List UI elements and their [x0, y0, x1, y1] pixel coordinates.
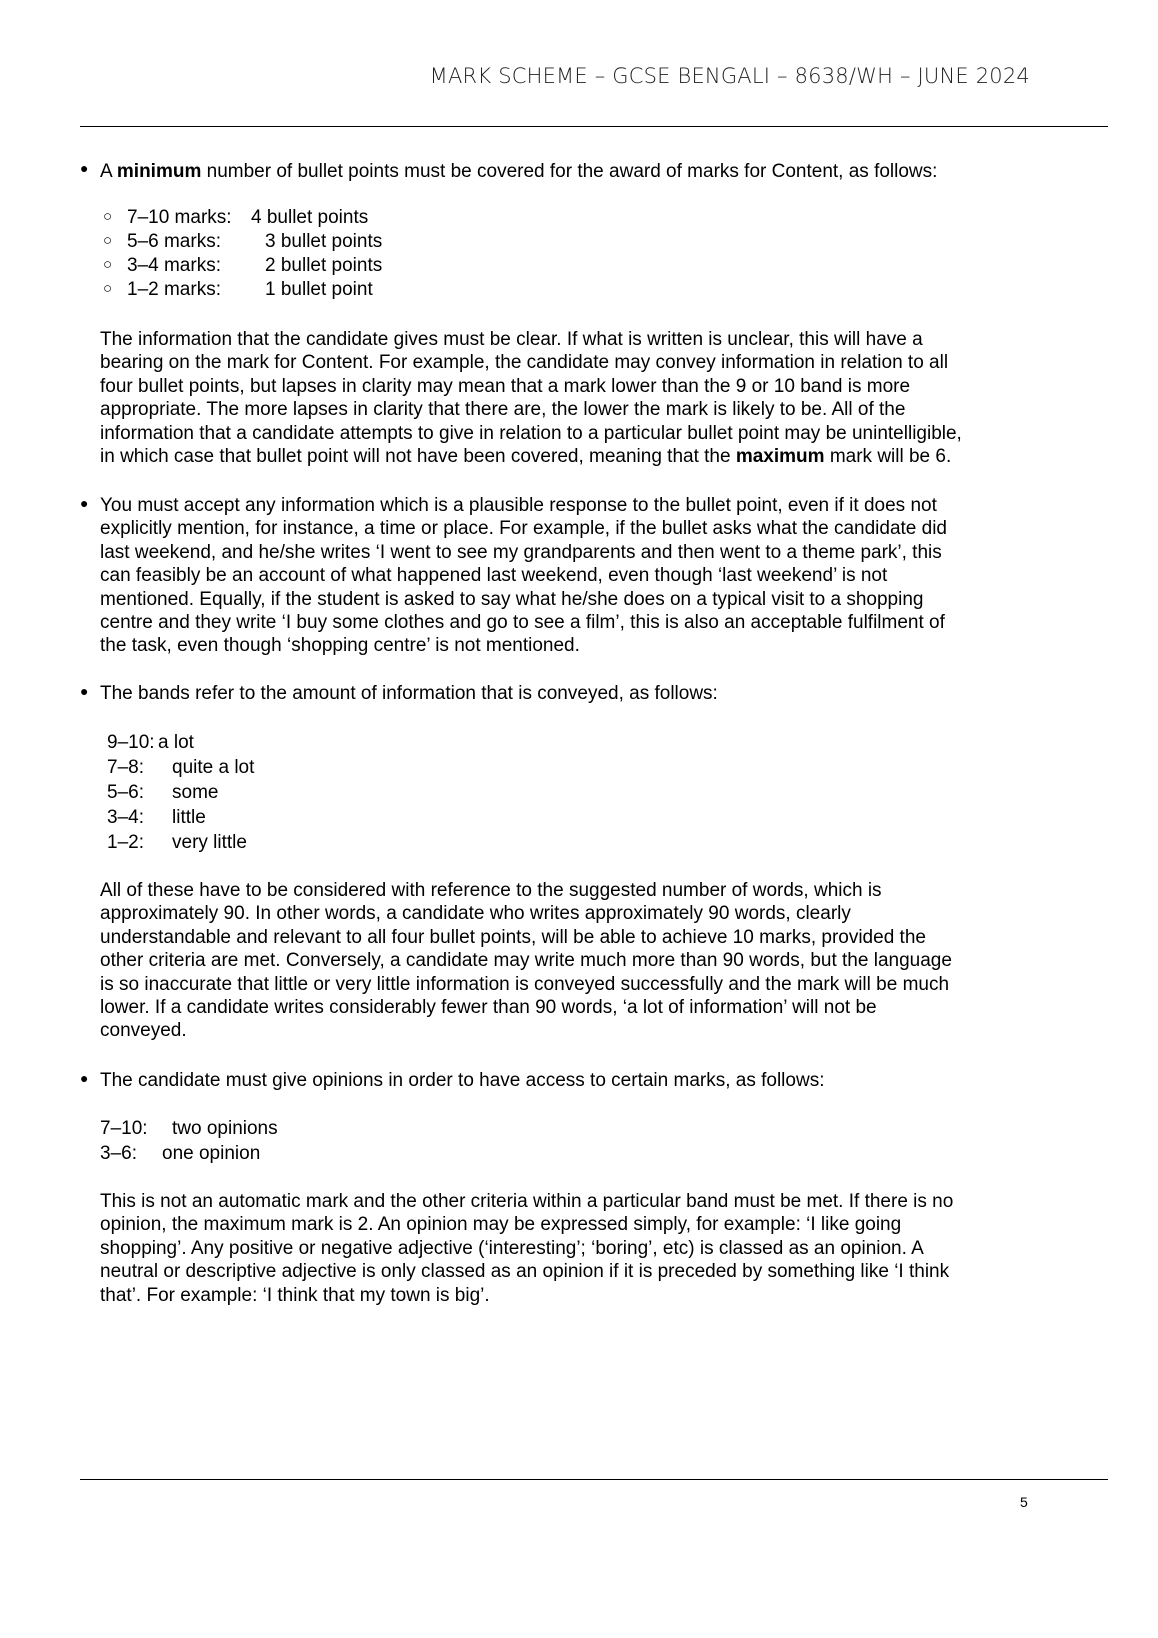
marks-range: 5–6 marks: — [127, 231, 221, 252]
text-line: is so inaccurate that little or very little information is conveyed successfully and the mark will be much — [100, 973, 950, 995]
text-line: bearing on the mark for Content. For example, the candidate may convey information in relation to all — [100, 352, 949, 374]
text: A — [100, 161, 117, 182]
text: number of bullet points must be covered for the award of marks for Content, as follows: — [201, 161, 938, 182]
text-line: You must accept any information which is a plausible response to the bullet point, even if it does not — [100, 495, 937, 516]
text-line: lower. If a candidate writes considerably fewer than 90 words, ‘a lot of information’ will not be — [100, 996, 877, 1018]
header-divider — [80, 126, 1108, 127]
text: in which case that bullet point will not have been covered, meaning that the — [100, 446, 736, 467]
bold-text: maximum — [735, 446, 825, 467]
hollow-bullet-icon: ○ — [103, 208, 113, 225]
plausible-response-paragraph — [100, 494, 947, 658]
text-line: explicitly mention, for instance, a time or place. For example, if the bullet asks what the candidate did — [100, 518, 947, 540]
text-line: information that a candidate attempts to give in relation to a particular bullet point may be unintelligible, — [100, 422, 962, 444]
band-description: little — [172, 807, 206, 828]
opinion-range: 7–10: — [100, 1118, 148, 1139]
bullet-1-intro — [100, 160, 937, 183]
bands-intro: The bands refer to the amount of information that is conveyed, as follows: — [100, 683, 718, 704]
text-line: All of these have to be considered with reference to the suggested number of words, which is — [100, 880, 882, 901]
text-line: can feasibly be an account of what happened last weekend, even though ‘last weekend’ is not — [100, 565, 888, 587]
text-line: This is not an automatic mark and the other criteria within a particular band must be met. If there is no — [100, 1191, 954, 1212]
band-range: 5–6: — [107, 782, 144, 803]
hollow-bullet-icon: ○ — [103, 256, 113, 273]
footer-divider — [80, 1479, 1108, 1480]
text-line: centre and they write ‘I buy some clothes and go to see a film’, this is also an acceptable fulfilment of — [100, 611, 945, 633]
bullet-count: 4 bullet points — [251, 207, 369, 228]
marks-range: 3–4 marks: — [127, 255, 221, 276]
text-line: The information that the candidate gives must be clear. If what is written is unclear, this will have a — [100, 329, 923, 350]
band-range: 3–4: — [107, 807, 144, 828]
bullet-count: 1 bullet point — [265, 279, 373, 300]
band-range: 9–10: — [107, 732, 155, 753]
bullet-icon: ● — [80, 1070, 89, 1086]
text-line: shopping’. Any positive or negative adjective (‘interesting’; ‘boring’, etc) is classed as an opinion. A — [100, 1237, 924, 1259]
text: mark will be 6. — [824, 446, 952, 467]
bullet-icon: ● — [80, 495, 89, 511]
bullet-icon: ● — [80, 683, 89, 699]
bold-text: minimum — [116, 161, 202, 182]
text-line: approximately 90. In other words, a candidate who writes approximately 90 words, clearly — [100, 903, 851, 925]
marks-range: 7–10 marks: — [127, 207, 232, 228]
band-description: some — [172, 782, 219, 803]
bullet-icon: ● — [80, 160, 89, 176]
text-line: other criteria are met. Conversely, a candidate may write much more than 90 words, but the language — [100, 950, 952, 972]
text-line: conveyed. — [100, 1020, 187, 1042]
clarity-paragraph — [100, 328, 962, 445]
bullet-count: 2 bullet points — [265, 255, 383, 276]
band-description: very little — [172, 832, 247, 853]
opinion-paragraph — [100, 1190, 953, 1307]
bullet-count: 3 bullet points — [265, 231, 383, 252]
band-description: a lot — [158, 732, 194, 753]
clarity-paragraph-last-line — [100, 445, 951, 468]
text-line: understandable and relevant to all four bullet points, will be able to achieve 10 marks, provided the — [100, 926, 926, 948]
band-description: quite a lot — [172, 757, 255, 778]
opinion-count: one opinion — [162, 1143, 261, 1164]
text-line: that’. For example: ‘I think that my town is big’. — [100, 1284, 490, 1306]
opinion-range: 3–6: — [100, 1143, 137, 1164]
text-line: the task, even though ‘shopping centre’ is not mentioned. — [100, 635, 580, 657]
word-count-paragraph — [100, 879, 952, 1043]
band-range: 7–8: — [107, 757, 144, 778]
page-number: 5 — [1020, 1494, 1028, 1510]
text-line: four bullet points, but lapses in clarity may mean that a mark lower than the 9 or 10 band is more — [100, 375, 911, 397]
band-range: 1–2: — [107, 832, 144, 853]
opinion-count: two opinions — [172, 1118, 278, 1139]
opinions-intro: The candidate must give opinions in order to have access to certain marks, as follows: — [100, 1070, 825, 1091]
hollow-bullet-icon: ○ — [103, 280, 113, 297]
marks-range: 1–2 marks: — [127, 279, 221, 300]
hollow-bullet-icon: ○ — [103, 232, 113, 249]
page-header: MARK SCHEME – GCSE BENGALI – 8638/WH – JUNE 2024 — [429, 64, 1030, 88]
text-line: opinion, the maximum mark is 2. An opinion may be expressed simply, for example: ‘I like going — [100, 1214, 902, 1236]
text-line: neutral or descriptive adjective is only classed as an opinion if it is preceded by something like ‘I think — [100, 1261, 950, 1283]
text-line: mentioned. Equally, if the student is asked to say what he/she does on a typical visit to a shopping — [100, 588, 924, 610]
text-line: last weekend, and he/she writes ‘I went to see my grandparents and then went to a theme park’, this — [100, 541, 942, 563]
text-line: appropriate. The more lapses in clarity that there are, the lower the mark is likely to be. All of the — [100, 399, 906, 421]
